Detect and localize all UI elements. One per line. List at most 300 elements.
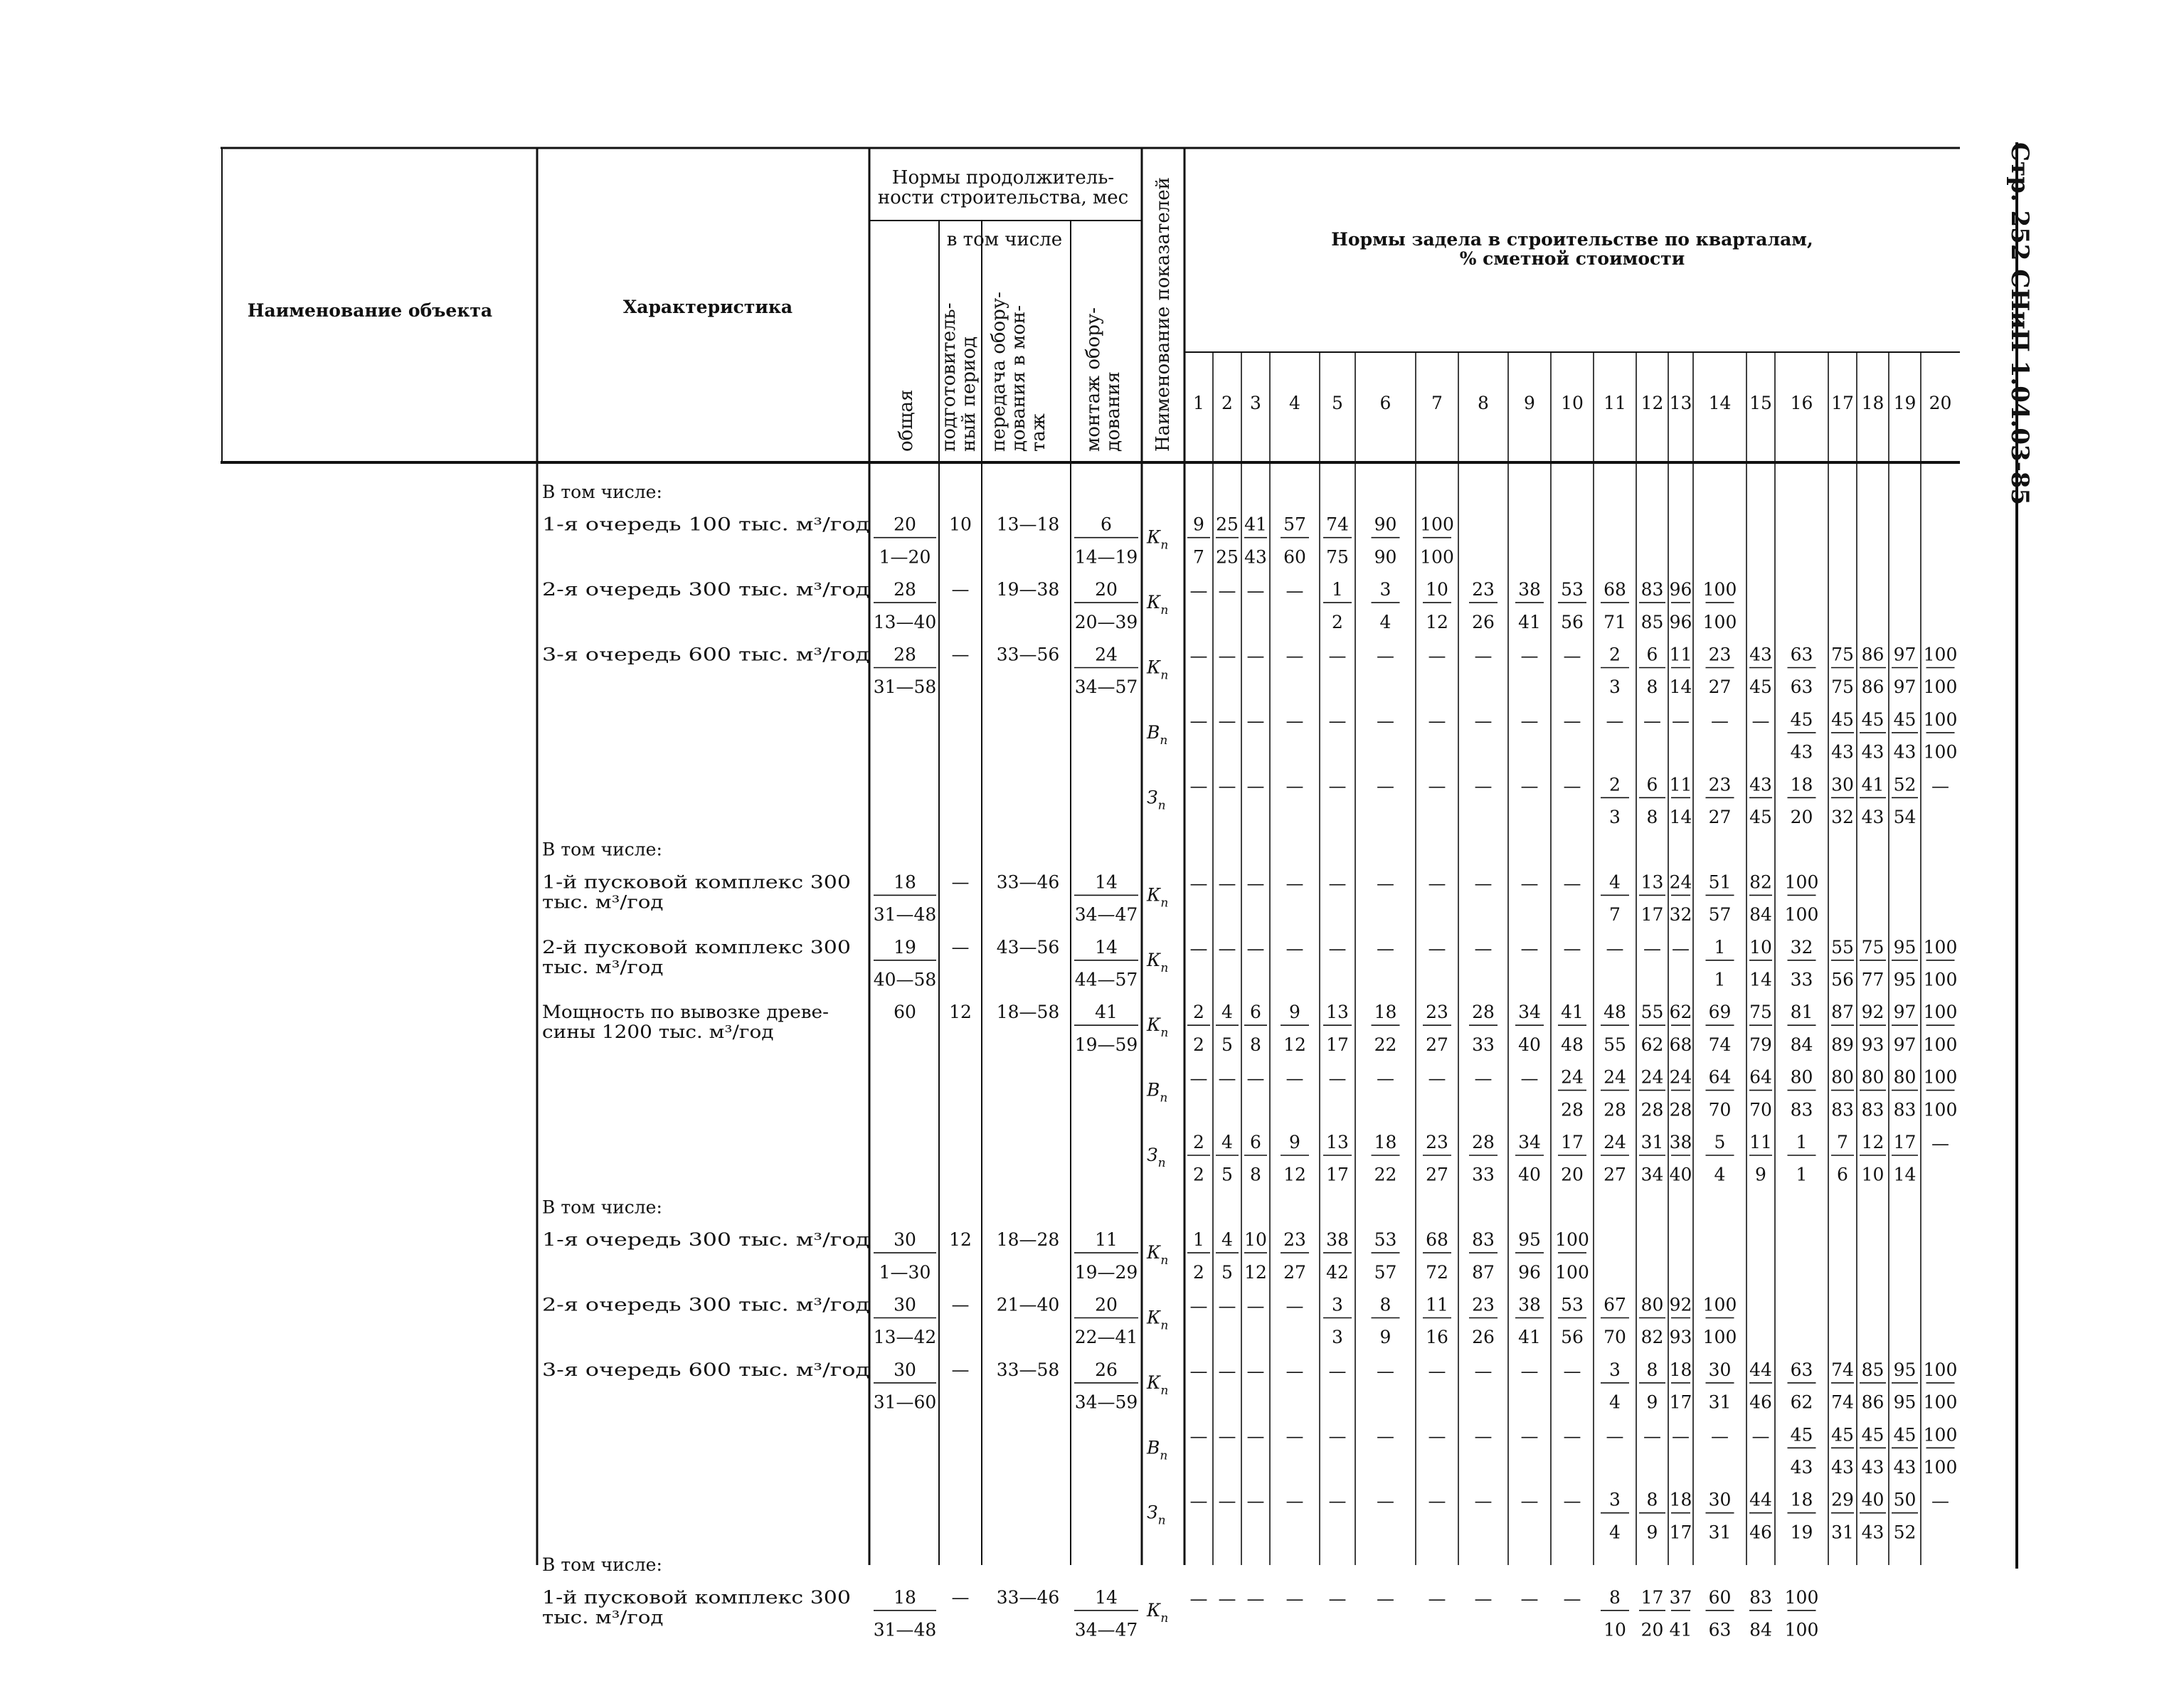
row-characteristic: 1-я очередь 300 тыс. м³/год: [542, 1229, 869, 1251]
backlog-cell-q12-numerator: 31: [1640, 1132, 1664, 1152]
backlog-cell-q11-denominator: 3: [1609, 807, 1621, 827]
backlog-dash: —: [1246, 710, 1265, 731]
duration-transfer: 19—38: [996, 579, 1060, 600]
backlog-cell-q16-denominator: 20: [1790, 807, 1813, 827]
backlog-cell-q15-numerator: 82: [1749, 871, 1772, 893]
backlog-dash: —: [1520, 775, 1539, 797]
backlog-cell-q14-numerator: 60: [1708, 1586, 1732, 1608]
backlog-cell-q19-numerator: 50: [1893, 1489, 1917, 1510]
backlog-cell-q14-numerator: 30: [1708, 1489, 1732, 1510]
backlog-cell-q6-numerator: 18: [1374, 1132, 1397, 1152]
backlog-cell-q11-numerator: 24: [1603, 1132, 1626, 1152]
backlog-dash: —: [1931, 1133, 1949, 1154]
backlog-cell-q16-denominator: 100: [1784, 1619, 1819, 1640]
backlog-dash: —: [1286, 873, 1304, 894]
backlog-dash: —: [1428, 1068, 1446, 1089]
indicator-subscript: п: [1157, 1513, 1166, 1528]
backlog-dash: —: [1474, 775, 1493, 797]
backlog-dash: —: [1218, 1426, 1236, 1447]
indicator-subscript: п: [1160, 538, 1169, 553]
backlog-dash: —: [1286, 938, 1304, 959]
page-label-text: Стр. 252 СНиП 1.04.03-85: [2005, 142, 2034, 506]
backlog-cell-q20-denominator: 100: [1923, 1099, 1958, 1120]
backlog-cell-q11-denominator: 7: [1609, 904, 1621, 926]
indicator-subscript: п: [1160, 960, 1169, 975]
backlog-cell-q16-denominator: 43: [1790, 1457, 1813, 1478]
backlog-cell-q18-numerator: 45: [1861, 709, 1885, 730]
backlog-cell-q14-numerator: 1: [1714, 936, 1726, 958]
backlog-dash: —: [1377, 1360, 1394, 1382]
backlog-cell-q11-numerator: 2: [1609, 774, 1621, 795]
quarter-number-14: 14: [1708, 393, 1732, 413]
backlog-cell-q16-numerator: 63: [1790, 1359, 1813, 1380]
backlog-dash: —: [1606, 1426, 1624, 1447]
indicator-label: $В_п$: [1147, 721, 1168, 748]
backlog-cell-q17-denominator: 56: [1831, 969, 1854, 990]
backlog-cell-q2-numerator: 4: [1221, 1002, 1233, 1023]
backlog-dash: —: [1328, 1426, 1347, 1447]
backlog-cell-q11-numerator: 8: [1609, 1586, 1621, 1608]
backlog-dash: —: [1751, 710, 1770, 731]
backlog-cell-q2-denominator: 25: [1216, 546, 1239, 568]
backlog-cell-q1-denominator: 2: [1193, 1164, 1204, 1185]
indicator-subscript: п: [1160, 1253, 1169, 1268]
indicator-label: $З_п$: [1147, 787, 1166, 813]
backlog-dash: —: [1672, 938, 1690, 959]
backlog-dash: —: [1328, 938, 1347, 959]
backlog-cell-q19-numerator: 45: [1893, 1424, 1917, 1446]
backlog-cell-q19-denominator: 97: [1893, 677, 1917, 698]
backlog-cell-q13-numerator: 92: [1669, 1294, 1692, 1315]
backlog-cell-q17-numerator: 55: [1831, 936, 1854, 958]
backlog-dash: —: [1428, 1426, 1446, 1447]
backlog-cell-q10-numerator: 17: [1561, 1132, 1584, 1152]
backlog-cell-q13-numerator: 18: [1669, 1359, 1692, 1380]
duration-total-range: 31—48: [873, 1619, 937, 1640]
backlog-cell-q10-denominator: 28: [1561, 1099, 1584, 1120]
backlog-dash: —: [1606, 710, 1624, 731]
backlog-cell-q8-numerator: 23: [1472, 579, 1495, 600]
duration-prep: 12: [949, 1002, 972, 1023]
backlog-cell-q10-denominator: 48: [1561, 1034, 1584, 1055]
backlog-cell-q17-numerator: 29: [1831, 1489, 1854, 1510]
backlog-cell-q15-numerator: 43: [1749, 644, 1772, 665]
backlog-cell-q7-numerator: 23: [1426, 1002, 1448, 1023]
backlog-dash: —: [1246, 873, 1265, 894]
backlog-cell-q12-numerator: 13: [1640, 871, 1664, 893]
backlog-cell-q16-numerator: 81: [1790, 1002, 1813, 1023]
row-characteristic: 2-я очередь 300 тыс. м³/год: [542, 579, 869, 600]
including-heading: В том числе:: [542, 1554, 662, 1576]
backlog-cell-q20-denominator: 100: [1923, 677, 1958, 698]
header-including: в том числе: [946, 229, 1063, 250]
backlog-dash: —: [1474, 1426, 1493, 1447]
backlog-cell-q1-numerator: 2: [1193, 1132, 1204, 1152]
duration-total-range: 13—40: [873, 611, 937, 632]
backlog-dash: —: [1563, 1360, 1581, 1382]
indicator-subscript: п: [1160, 1448, 1168, 1463]
row-characteristic: 1-й пусковой комплекс 300: [542, 1586, 851, 1608]
backlog-cell-q12-denominator: 9: [1646, 1522, 1658, 1543]
backlog-cell-q11-numerator: 4: [1609, 871, 1621, 893]
backlog-cell-q17-numerator: 7: [1837, 1132, 1848, 1152]
backlog-cell-q20-denominator: 100: [1923, 969, 1958, 990]
table-row: [542, 839, 662, 860]
duration-mount-range: 34—57: [1074, 677, 1138, 698]
row-characteristic: 2-я очередь 300 тыс. м³/год: [542, 1294, 869, 1315]
row-characteristic: 3-я очередь 600 тыс. м³/год: [542, 644, 869, 665]
duration-total: 30: [894, 1294, 916, 1315]
backlog-cell-q16-numerator: 100: [1784, 1586, 1819, 1608]
row-characteristic: 3-я очередь 600 тыс. м³/год: [542, 1359, 869, 1380]
backlog-cell-q11-numerator: 3: [1609, 1359, 1621, 1380]
backlog-cell-q14-numerator: 64: [1708, 1066, 1732, 1088]
backlog-dash: —: [1189, 1588, 1208, 1609]
backlog-dash: —: [1428, 1360, 1446, 1382]
header-object-name: Наименование объекта: [247, 300, 493, 321]
header-col-indicator: Наименование показателей: [1152, 177, 1174, 452]
backlog-cell-q12-numerator: 6: [1646, 774, 1658, 795]
backlog-cell-q1-numerator: 9: [1193, 514, 1204, 535]
backlog-cell-q17-denominator: 74: [1831, 1391, 1854, 1413]
backlog-cell-q10-numerator: 53: [1561, 579, 1584, 600]
backlog-cell-q16-denominator: 100: [1784, 904, 1819, 926]
indicator-subscript: п: [1160, 1091, 1168, 1105]
row-characteristic: 1-я очередь 100 тыс. м³/год: [542, 514, 869, 535]
backlog-cell-q8-denominator: 26: [1472, 611, 1495, 632]
backlog-dash: —: [1377, 710, 1394, 731]
backlog-cell-q11-numerator: 48: [1603, 1002, 1626, 1023]
backlog-cell-q20-denominator: 100: [1923, 741, 1958, 763]
backlog-dash: —: [1189, 775, 1208, 797]
backlog-cell-q5-numerator: 13: [1326, 1002, 1349, 1023]
backlog-cell-q12-numerator: 80: [1640, 1294, 1664, 1315]
backlog-cell-q1-numerator: 1: [1193, 1229, 1204, 1251]
backlog-cell-q13-denominator: 93: [1669, 1327, 1692, 1348]
backlog-cell-q14-numerator: 23: [1708, 644, 1732, 665]
backlog-cell-q10-numerator: 100: [1555, 1229, 1589, 1251]
backlog-cell-q18-denominator: 83: [1861, 1099, 1885, 1120]
backlog-cell-q12-numerator: 83: [1640, 579, 1664, 600]
quarter-number-11: 11: [1603, 393, 1626, 413]
backlog-cell-q13-numerator: 24: [1669, 1066, 1692, 1088]
backlog-cell-q12-denominator: 62: [1640, 1034, 1664, 1055]
backlog-cell-q12-denominator: 8: [1646, 807, 1658, 827]
backlog-dash: —: [1286, 1068, 1304, 1089]
backlog-cell-q16-denominator: 19: [1790, 1522, 1813, 1543]
indicator-label: $К_п$: [1147, 1372, 1169, 1398]
backlog-cell-q20-numerator: 100: [1923, 709, 1958, 730]
backlog-dash: —: [1563, 1490, 1581, 1512]
duration-total-range: 31—48: [873, 904, 937, 926]
backlog-cell-q4-denominator: 12: [1283, 1034, 1306, 1055]
backlog-cell-q11-numerator: 67: [1603, 1294, 1626, 1315]
backlog-cell-q17-numerator: 45: [1831, 709, 1854, 730]
backlog-cell-q7-numerator: 68: [1426, 1229, 1448, 1251]
backlog-cell-q19-numerator: 17: [1893, 1132, 1917, 1152]
row-characteristic: 2-й пусковой комплекс 300: [542, 936, 851, 958]
backlog-dash: —: [1520, 645, 1539, 667]
backlog-dash: —: [1286, 710, 1304, 731]
backlog-cell-q1-numerator: 2: [1193, 1002, 1204, 1023]
duration-mount-range: 19—29: [1074, 1261, 1138, 1283]
table-row: [542, 1002, 1957, 1185]
table-row: [542, 1554, 662, 1575]
backlog-dash: —: [1377, 645, 1394, 667]
duration-transfer: 33—56: [996, 644, 1060, 665]
header-col-prep-1: подготовитель-: [938, 302, 960, 452]
page-label: [1990, 142, 2047, 512]
backlog-dash: —: [1474, 873, 1493, 894]
table-row: [542, 579, 1737, 632]
duration-transfer: 33—46: [996, 871, 1060, 893]
including-heading: В том числе:: [542, 482, 662, 502]
backlog-cell-q7-numerator: 23: [1426, 1132, 1448, 1152]
backlog-dash: —: [1428, 710, 1446, 731]
backlog-dash: —: [1563, 775, 1581, 797]
including-heading: В том числе:: [542, 1197, 662, 1218]
backlog-cell-q17-denominator: 75: [1831, 677, 1854, 698]
duration-mount-range: 22—41: [1074, 1327, 1138, 1348]
backlog-dash: —: [1328, 1068, 1347, 1089]
backlog-cell-q16-numerator: 32: [1790, 936, 1813, 958]
backlog-cell-q18-denominator: 43: [1861, 1457, 1885, 1478]
backlog-cell-q13-denominator: 96: [1669, 611, 1692, 632]
duration-mount: 11: [1095, 1229, 1118, 1251]
backlog-dash: —: [1643, 710, 1661, 731]
backlog-cell-q11-numerator: 3: [1609, 1489, 1621, 1510]
backlog-cell-q18-numerator: 85: [1861, 1359, 1885, 1380]
backlog-cell-q5-numerator: 74: [1326, 514, 1349, 535]
backlog-dash: —: [1246, 1588, 1265, 1609]
backlog-cell-q12-denominator: 34: [1640, 1164, 1664, 1185]
backlog-cell-q11-denominator: 28: [1603, 1099, 1626, 1120]
backlog-dash: —: [1189, 938, 1208, 959]
backlog-cell-q14-denominator: 27: [1708, 807, 1732, 827]
duration-prep: 12: [949, 1229, 972, 1251]
header-col-transfer-1: передача обору-: [988, 292, 1009, 452]
table-row: [542, 1359, 1957, 1542]
backlog-cell-q3-denominator: 43: [1244, 546, 1267, 568]
backlog-cell-q4-denominator: 60: [1283, 546, 1306, 568]
indicator-subscript: п: [1160, 896, 1169, 911]
backlog-cell-q4-denominator: 12: [1283, 1164, 1306, 1185]
backlog-cell-q18-denominator: 86: [1861, 1391, 1885, 1413]
backlog-cell-q18-numerator: 80: [1861, 1066, 1885, 1088]
backlog-cell-q13-denominator: 68: [1669, 1034, 1692, 1055]
indicator-subscript: п: [1160, 1383, 1169, 1398]
backlog-cell-q19-denominator: 54: [1893, 807, 1917, 827]
duration-prep: —: [951, 579, 970, 600]
header-col-total: общая: [896, 389, 917, 452]
backlog-dash: —: [1218, 1588, 1236, 1609]
backlog-dash: —: [1931, 1490, 1949, 1512]
indicator-label: $В_п$: [1147, 1079, 1168, 1105]
backlog-cell-q15-denominator: 84: [1749, 904, 1772, 926]
backlog-cell-q7-denominator: 16: [1426, 1327, 1448, 1348]
backlog-dash: —: [1246, 1295, 1265, 1317]
backlog-cell-q6-numerator: 18: [1374, 1002, 1397, 1023]
duration-prep: —: [951, 936, 970, 958]
backlog-cell-q3-numerator: 6: [1250, 1132, 1261, 1152]
indicator-label: $К_п$: [1147, 884, 1169, 911]
backlog-dash: —: [1189, 580, 1208, 602]
table-row: [542, 1197, 662, 1217]
backlog-cell-q6-denominator: 22: [1374, 1034, 1397, 1055]
backlog-cell-q9-denominator: 96: [1518, 1261, 1541, 1283]
backlog-cell-q5-numerator: 3: [1332, 1294, 1343, 1315]
backlog-dash: —: [1563, 1588, 1581, 1609]
backlog-cell-q19-denominator: 83: [1893, 1099, 1917, 1120]
backlog-cell-q18-numerator: 92: [1861, 1002, 1885, 1023]
backlog-cell-q5-denominator: 17: [1326, 1164, 1349, 1185]
backlog-cell-q2-numerator: 25: [1216, 514, 1239, 535]
indicator-label: $В_п$: [1147, 1437, 1168, 1463]
backlog-cell-q18-denominator: 77: [1861, 969, 1885, 990]
duration-prep: —: [951, 1359, 970, 1380]
backlog-dash: —: [1563, 1426, 1581, 1447]
duration-total-range: 31—60: [873, 1391, 937, 1413]
backlog-cell-q12-denominator: 17: [1640, 904, 1664, 926]
quarter-number-19: 19: [1893, 393, 1917, 413]
backlog-cell-q15-denominator: 46: [1749, 1391, 1772, 1413]
backlog-cell-q16-denominator: 84: [1790, 1034, 1813, 1055]
backlog-cell-q19-denominator: 95: [1893, 969, 1917, 990]
table-row: [542, 482, 662, 502]
backlog-cell-q12-denominator: 85: [1640, 611, 1664, 632]
backlog-cell-q19-denominator: 95: [1893, 1391, 1917, 1413]
backlog-cell-q7-denominator: 12: [1426, 611, 1448, 632]
backlog-cell-q11-denominator: 71: [1603, 611, 1626, 632]
backlog-cell-q16-numerator: 1: [1796, 1132, 1808, 1152]
duration-mount-range: 14—19: [1074, 546, 1138, 568]
backlog-cell-q2-denominator: 5: [1221, 1261, 1233, 1283]
backlog-dash: —: [1520, 1588, 1539, 1609]
backlog-cell-q15-denominator: 14: [1749, 969, 1772, 990]
backlog-cell-q7-numerator: 100: [1420, 514, 1454, 535]
duration-mount-range: 34—47: [1074, 1619, 1138, 1640]
quarter-number-1: 1: [1193, 393, 1204, 413]
backlog-cell-q7-denominator: 27: [1426, 1034, 1448, 1055]
indicator-label: $К_п$: [1147, 592, 1169, 618]
backlog-cell-q2-denominator: 5: [1221, 1034, 1233, 1055]
backlog-cell-q9-numerator: 34: [1518, 1002, 1541, 1023]
backlog-cell-q16-denominator: 1: [1796, 1164, 1808, 1185]
backlog-cell-q16-denominator: 83: [1790, 1099, 1813, 1120]
indicator-label: $К_п$: [1147, 526, 1169, 553]
row-characteristic: Мощность по вывозке древе-: [542, 1002, 829, 1023]
backlog-dash: —: [1246, 1068, 1265, 1089]
backlog-cell-q8-numerator: 23: [1472, 1294, 1495, 1315]
backlog-cell-q13-numerator: 38: [1669, 1132, 1692, 1152]
backlog-cell-q9-numerator: 38: [1518, 1294, 1541, 1315]
table-header: [248, 167, 1951, 452]
duration-mount: 14: [1095, 1586, 1118, 1608]
header-characteristic: Характеристика: [622, 297, 793, 317]
backlog-dash: —: [1218, 710, 1236, 731]
backlog-cell-q2-denominator: 5: [1221, 1164, 1233, 1185]
duration-total-range: 31—58: [873, 677, 937, 698]
backlog-cell-q12-numerator: 24: [1640, 1066, 1664, 1088]
backlog-cell-q19-numerator: 95: [1893, 936, 1917, 958]
backlog-cell-q5-numerator: 38: [1326, 1229, 1349, 1251]
backlog-cell-q17-denominator: 43: [1831, 1457, 1854, 1478]
backlog-cell-q13-denominator: 32: [1669, 904, 1692, 926]
indicator-subscript: п: [1160, 733, 1168, 748]
backlog-cell-q12-denominator: 9: [1646, 1391, 1658, 1413]
backlog-cell-q5-numerator: 1: [1332, 579, 1343, 600]
duration-mount: 20: [1095, 579, 1118, 600]
backlog-cell-q11-denominator: 10: [1603, 1619, 1626, 1640]
backlog-cell-q12-numerator: 17: [1640, 1586, 1664, 1608]
header-duration-line2: ности строительства, мес: [877, 187, 1129, 208]
header-duration-line1: Нормы продолжитель-: [891, 167, 1115, 189]
quarter-number-17: 17: [1831, 393, 1854, 413]
table-frame: [221, 142, 2017, 1569]
backlog-cell-q3-denominator: 8: [1250, 1164, 1261, 1185]
backlog-dash: —: [1218, 1360, 1236, 1382]
backlog-dash: —: [1286, 1360, 1304, 1382]
indicator-subscript: п: [1160, 1026, 1169, 1041]
backlog-cell-q4-numerator: 57: [1283, 514, 1306, 535]
backlog-cell-q15-denominator: 84: [1749, 1619, 1772, 1640]
backlog-cell-q14-denominator: 100: [1702, 1327, 1737, 1348]
backlog-dash: —: [1246, 645, 1265, 667]
backlog-dash: —: [1218, 775, 1236, 797]
backlog-cell-q14-numerator: 100: [1702, 579, 1737, 600]
backlog-dash: —: [1520, 1068, 1539, 1089]
backlog-cell-q20-denominator: 100: [1923, 1457, 1958, 1478]
backlog-cell-q10-denominator: 20: [1561, 1164, 1584, 1185]
header-col-prep-2: ный период: [958, 336, 980, 452]
row-characteristic: сины 1200 тыс. м³/год: [542, 1022, 774, 1043]
backlog-cell-q16-numerator: 80: [1790, 1066, 1813, 1088]
backlog-cell-q4-numerator: 9: [1289, 1132, 1300, 1152]
backlog-cell-q20-denominator: 100: [1923, 1034, 1958, 1055]
row-characteristic: 1-й пусковой комплекс 300: [542, 871, 851, 893]
backlog-cell-q16-numerator: 100: [1784, 871, 1819, 893]
backlog-cell-q11-denominator: 3: [1609, 677, 1621, 698]
backlog-cell-q9-numerator: 34: [1518, 1132, 1541, 1152]
backlog-cell-q5-numerator: 13: [1326, 1132, 1349, 1152]
backlog-cell-q6-denominator: 90: [1374, 546, 1397, 568]
duration-mount: 20: [1095, 1294, 1118, 1315]
indicator-label: $К_п$: [1147, 1599, 1169, 1626]
backlog-dash: —: [1328, 775, 1347, 797]
quarter-number-12: 12: [1640, 393, 1664, 413]
backlog-dash: —: [1377, 1426, 1394, 1447]
quarter-number-5: 5: [1332, 393, 1343, 413]
backlog-cell-q19-numerator: 45: [1893, 709, 1917, 730]
duration-total-range: 1—20: [879, 546, 931, 568]
backlog-dash: —: [1189, 710, 1208, 731]
backlog-cell-q5-denominator: 3: [1332, 1327, 1343, 1348]
backlog-dash: —: [1428, 775, 1446, 797]
header-col-mount-1: монтаж обору-: [1083, 307, 1104, 452]
header-col-transfer-3: таж: [1028, 413, 1049, 452]
header-col-mount-2: дования: [1103, 371, 1124, 452]
backlog-dash: —: [1246, 1490, 1265, 1512]
duration-mount: 41: [1095, 1002, 1118, 1023]
backlog-cell-q11-denominator: 70: [1603, 1327, 1626, 1348]
quarter-number-6: 6: [1379, 393, 1391, 413]
duration-total: 28: [894, 579, 916, 600]
backlog-dash: —: [1286, 580, 1304, 602]
backlog-cell-q2-numerator: 4: [1221, 1229, 1233, 1251]
duration-prep: —: [951, 1586, 970, 1608]
backlog-cell-q13-numerator: 96: [1669, 579, 1692, 600]
quarter-number-4: 4: [1289, 393, 1300, 413]
